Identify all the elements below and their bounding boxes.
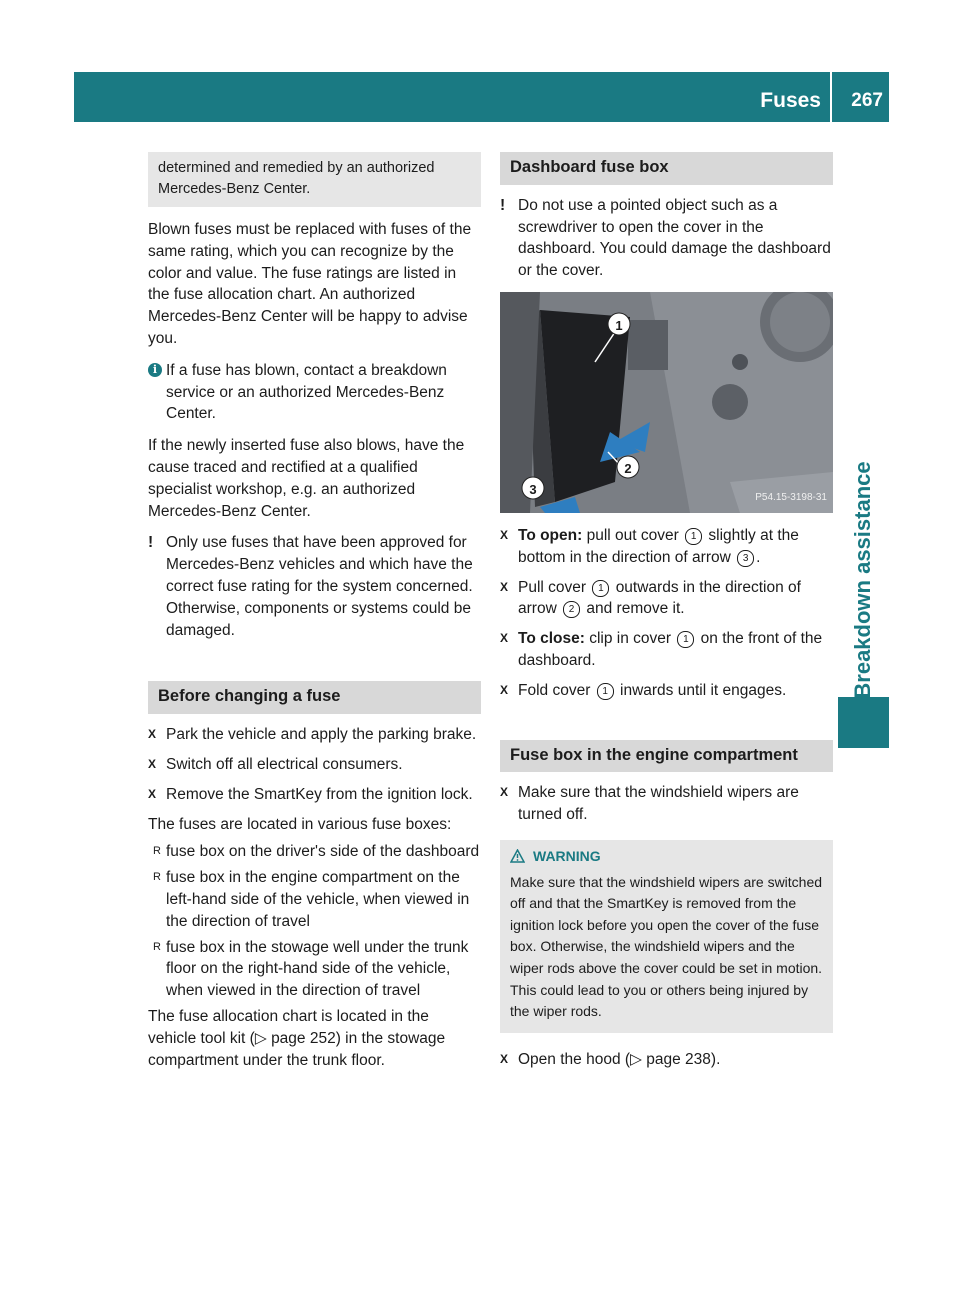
step-open bbox=[500, 525, 833, 569]
right-column bbox=[500, 152, 833, 1079]
bullet-item bbox=[148, 937, 481, 1002]
step-arrow-icon: X bbox=[500, 527, 509, 542]
step-close-label: To close: bbox=[518, 630, 585, 648]
step-close bbox=[500, 628, 833, 672]
header-divider bbox=[830, 72, 832, 122]
step-wipers bbox=[500, 782, 833, 826]
step-arrow-icon: X bbox=[500, 682, 509, 697]
warning-triangle-icon bbox=[510, 848, 525, 870]
step-arrow-icon: X bbox=[500, 631, 509, 646]
bullet-text: fuse box in the engine compartment on the left-hand side of the vehicle, when viewed in the direction of travel bbox=[166, 869, 470, 930]
step-hood bbox=[500, 1049, 833, 1071]
caution-note bbox=[500, 195, 833, 282]
step-close-text-2: on the front of the dashboard. bbox=[518, 630, 823, 669]
warning-box bbox=[500, 840, 833, 1033]
side-tab-label: Breakdown assistance bbox=[850, 461, 875, 699]
step-arrow-icon: X bbox=[148, 756, 157, 771]
step-arrow-icon: X bbox=[500, 579, 509, 594]
page-reference-link[interactable]: page 252 bbox=[271, 1029, 336, 1047]
bullet-glyph: R bbox=[153, 871, 161, 884]
step-fold bbox=[500, 680, 833, 702]
callout-2: 2 bbox=[624, 460, 632, 476]
caution-note-text: Do not use a pointed object such as a screwdriver to open the cover in the dashboard. You could damage the dashboard or the cover. bbox=[518, 196, 831, 280]
chart-para-text-end: ) in the stowage compartment under the trunk floor. bbox=[148, 1029, 446, 1069]
hood-step-text: Open the hood ( bbox=[518, 1050, 631, 1068]
step-fold-text: Fold cover bbox=[518, 681, 591, 699]
left-column bbox=[148, 152, 481, 1081]
step-open-text: pull out cover bbox=[586, 526, 679, 544]
step-text: Remove the SmartKey from the ignition lock. bbox=[166, 785, 473, 803]
step-arrow-icon: X bbox=[500, 1051, 509, 1066]
section-title: Fuses bbox=[760, 89, 821, 112]
page-reference-link[interactable]: page 238 bbox=[646, 1050, 711, 1068]
step-pull-end: and remove it. bbox=[586, 600, 685, 618]
info-note-text: If a fuse has blown, contact a breakdown service or an authorized Mercedes-Benz Center. bbox=[166, 361, 447, 423]
engine-fuse-box-heading: Fuse box in the engine compartment bbox=[500, 740, 833, 773]
dashboard-illustration bbox=[500, 292, 833, 513]
photo-code: P54.15-3198-31 bbox=[755, 492, 827, 504]
step-open-label: To open: bbox=[518, 526, 583, 544]
bullet-glyph: R bbox=[153, 940, 161, 953]
step-text: Park the vehicle and apply the parking brake. bbox=[166, 726, 477, 744]
dashboard-fuse-box-heading: Dashboard fuse box bbox=[500, 152, 833, 185]
fuse-rating-paragraph: Blown fuses must be replaced with fuses of the same rating, which you can recognize by the color and value. The fuse ratings are listed in the fuse allocation chart. An authorized Mercedes-Benz Center will be happy to advise you. bbox=[148, 221, 472, 347]
step-item bbox=[148, 724, 481, 746]
step-text: Switch off all electrical consumers. bbox=[166, 755, 403, 773]
step-pull-text-2: outwards in the direction of arrow bbox=[518, 578, 801, 618]
step-open-end: . bbox=[756, 548, 761, 566]
callout-3: 3 bbox=[529, 481, 537, 497]
step-fold-text-2: inwards until it engages. bbox=[620, 681, 787, 699]
caution-note-text: Only use fuses that have been approved for Mercedes-Benz vehicles and which have the correct fuse rating for the system concerned. Otherwise, components or systems could be damaged. bbox=[166, 534, 473, 639]
before-changing-heading: Before changing a fuse bbox=[148, 681, 481, 714]
circled-number-2: 2 bbox=[563, 601, 580, 618]
step-arrow-icon: X bbox=[500, 785, 509, 800]
caution-icon: ! bbox=[148, 534, 154, 552]
intro-note: determined and remedied by an authorized Mercedes-Benz Center. bbox=[148, 152, 481, 207]
caution-icon: ! bbox=[500, 196, 506, 214]
circled-number-3: 3 bbox=[737, 550, 754, 567]
warning-text: Make sure that the windshield wipers are switched off and that the SmartKey is removed from the ignition lock before you open the cover of the fuse box. Otherwise, the windshield wipers and the wiper rods above the cover could be set in motion. This could lead to you or others being injured by the wiper rods. bbox=[510, 873, 823, 1020]
circled-number-1: 1 bbox=[685, 528, 702, 545]
step-wipers-text: Make sure that the windshield wipers are turned off. bbox=[518, 784, 799, 824]
bullet-text: fuse box on the driver's side of the dashboard bbox=[166, 843, 480, 861]
blow-again-paragraph: If the newly inserted fuse also blows, have the cause traced and rectified at a qualified specialist workshop, e.g. an authorized Mercedes-Benz Center. bbox=[148, 437, 465, 520]
warning-title: WARNING bbox=[533, 847, 601, 864]
info-note bbox=[148, 360, 481, 425]
side-tab-block bbox=[838, 700, 889, 748]
circled-number-1: 1 bbox=[597, 683, 614, 700]
page-number: 267 bbox=[851, 90, 883, 111]
circled-number-1: 1 bbox=[592, 580, 609, 597]
bullet-item bbox=[148, 841, 481, 863]
bullet-text: fuse box in the stowage well under the trunk floor on the right-hand side of the vehicle, when viewed in the direction of travel bbox=[166, 938, 469, 1000]
step-arrow-icon: X bbox=[148, 786, 157, 801]
warning-header bbox=[510, 846, 825, 870]
callout-1: 1 bbox=[615, 317, 623, 333]
info-icon: i bbox=[148, 363, 162, 377]
page-header-bar bbox=[74, 72, 889, 122]
bullet-item bbox=[148, 867, 481, 932]
allocation-chart-paragraph bbox=[148, 1006, 481, 1071]
bullet-glyph: R bbox=[153, 845, 161, 858]
hood-step-end: ). bbox=[710, 1050, 721, 1068]
step-arrow-icon: X bbox=[148, 727, 157, 742]
page-ref-icon: ▷ bbox=[630, 1050, 642, 1068]
chart-para-text: The fuse allocation chart is located in the vehicle tool kit ( bbox=[148, 1007, 429, 1047]
step-close-text: clip in cover bbox=[589, 630, 672, 648]
step-item bbox=[148, 754, 481, 776]
step-pull-text: Pull cover bbox=[518, 578, 587, 596]
page-ref-icon: ▷ bbox=[254, 1029, 267, 1047]
step-pull bbox=[500, 577, 833, 621]
dashboard-photo bbox=[500, 292, 833, 513]
circled-number-1: 1 bbox=[677, 631, 694, 648]
caution-note bbox=[148, 532, 481, 641]
locations-intro: The fuses are located in various fuse boxes: bbox=[148, 815, 452, 833]
step-open-text-2: slightly at the bottom in the direction of arrow bbox=[518, 526, 799, 566]
step-item bbox=[148, 784, 481, 806]
